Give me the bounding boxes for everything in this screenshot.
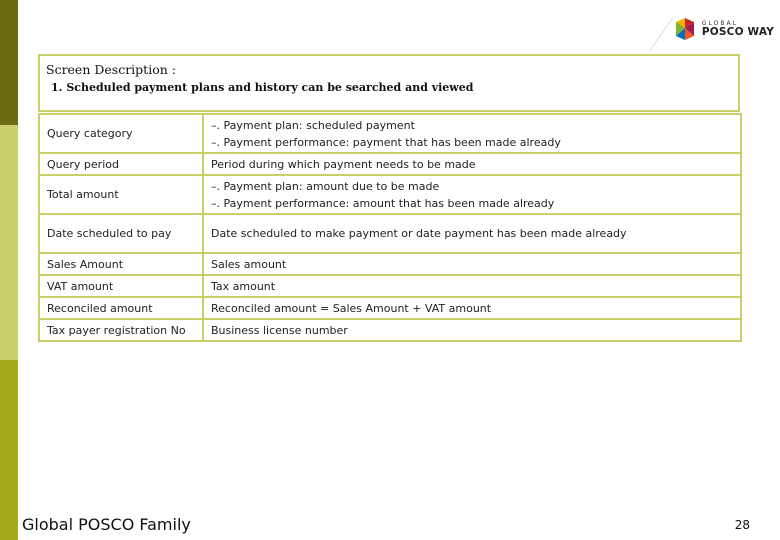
description-line: –. Payment plan: amount due to be made (211, 179, 440, 193)
description-line: Sales amount (211, 257, 287, 271)
table-row (39, 214, 741, 253)
description-line: Date scheduled to make payment or date payment has been made already (211, 227, 627, 240)
description-line: –. Payment performance: payment that has been made already (211, 135, 561, 149)
field-description (203, 114, 741, 153)
table-row (39, 275, 741, 297)
field-description (203, 297, 741, 319)
table-row (39, 319, 741, 341)
description-title: Screen Description : (46, 62, 176, 77)
field-label: Sales Amount (39, 253, 203, 275)
posco-logo-icon (674, 18, 696, 40)
field-label: Reconciled amount (39, 297, 203, 319)
description-line: –. Payment performance: amount that has been made already (211, 196, 555, 210)
posco-logo (674, 18, 774, 40)
description-line: Business license number (211, 323, 348, 337)
screen-description-box (38, 54, 740, 112)
field-description (203, 153, 741, 175)
field-description (203, 175, 741, 214)
description-line: Period during which payment needs to be made (211, 157, 476, 171)
field-description (203, 214, 741, 253)
footer-text: Global POSCO Family (22, 515, 191, 534)
description-line: Tax amount (211, 279, 276, 293)
table-row (39, 297, 741, 319)
field-label: Query category (39, 114, 203, 153)
table-row (39, 114, 741, 153)
description-line: Reconciled amount = Sales Amount + VAT amount (211, 301, 492, 315)
field-description (203, 275, 741, 297)
description-line: –. Payment plan: scheduled payment (211, 118, 415, 132)
field-label: Tax payer registration No (39, 319, 203, 341)
table-row (39, 253, 741, 275)
logo-top-text: GLOBAL (701, 19, 738, 27)
description-subtitle: 1. Scheduled payment plans and history can be searched and viewed (51, 81, 474, 94)
field-label: Query period (39, 153, 203, 175)
table-row (39, 153, 741, 175)
field-label: Date scheduled to pay (39, 214, 203, 253)
field-label: Total amount (39, 175, 203, 214)
field-description (203, 319, 741, 341)
field-description (203, 253, 741, 275)
logo-divider (650, 17, 674, 50)
sidebar-stripe-top (0, 0, 18, 125)
logo-main-text: POSCO WAY (701, 25, 774, 38)
sidebar-stripe-bottom (0, 360, 18, 540)
field-label: VAT amount (39, 275, 203, 297)
sidebar-stripe-middle (0, 125, 18, 360)
field-description-table (38, 113, 742, 342)
page-number: 28 (734, 518, 750, 532)
table-row (39, 175, 741, 214)
